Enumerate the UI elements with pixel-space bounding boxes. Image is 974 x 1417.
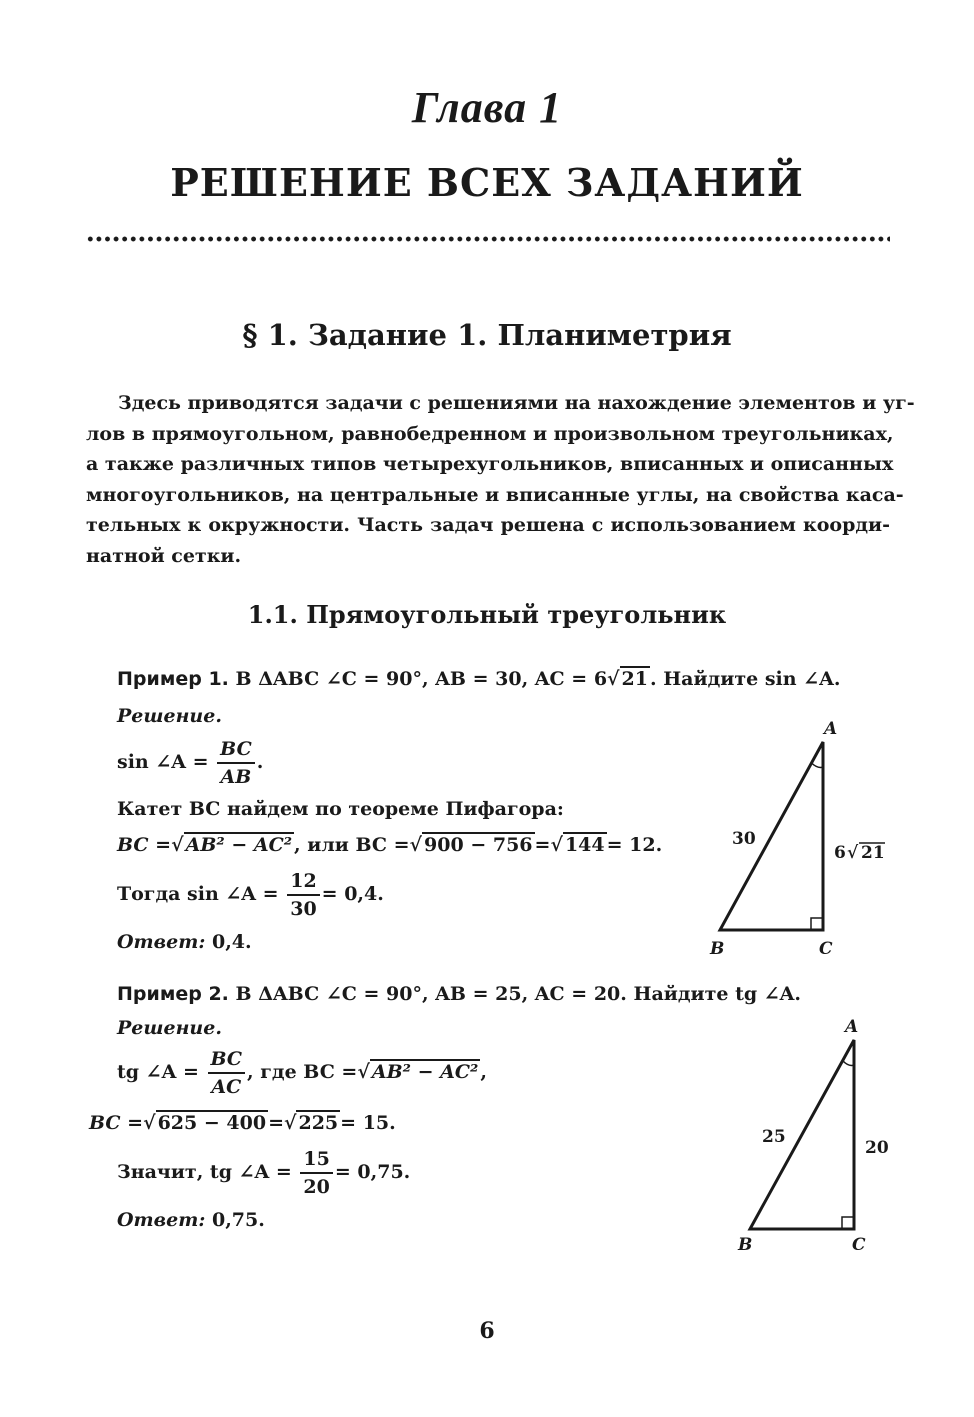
example1-then-formula [117,868,384,922]
chapter-label: Глава 1 [411,83,563,132]
example2-answer [117,1209,265,1231]
then-prefix: Значит, tg ∠A = [117,1161,292,1183]
example1-triangle-figure [700,710,900,965]
bc-left: BC = [89,1112,144,1134]
example2-then-formula [117,1146,410,1200]
fraction-denominator: AB [220,766,252,788]
fraction-numerator: 15 [300,1146,332,1174]
bc-end: = 15. [340,1112,396,1134]
example2-bc-computation: BC =√ 625 − 400 =√ 225 = 15. [89,1112,396,1134]
vertex-b-label: B [710,939,725,959]
sin-end: . [256,751,264,773]
example2-solution-label: Решение. [117,1017,222,1039]
chapter-title: РЕШЕНИЕ ВСЕХ ЗАДАНИЙ [170,160,804,205]
tg-fraction [208,1046,246,1100]
vertex-b-label: B [738,1235,753,1255]
leg-label-prefix: 6 [834,843,846,863]
sqrt-expression: AB² − AC² [371,1061,479,1083]
page-number: 6 [479,1318,495,1344]
intro-line: натной сетки. [86,544,242,567]
angle-arc [812,763,824,768]
tg-end: , [480,1061,487,1083]
bc-end: = 12. [606,834,663,856]
example1-solution-label: Решение. [117,705,222,727]
intro-line: тельных к окружности. Часть задач решена с использованием коорди- [86,514,890,536]
sqrt-expression: 225 [298,1112,339,1134]
example1-label: Пример 1. [117,668,229,690]
then-fraction [287,868,319,922]
example1-condition-prefix: В ΔABC ∠C = 90°, AB = 30, AC = 6 [235,668,608,690]
fraction-denominator: AC [211,1076,242,1098]
section-title: § 1. Задание 1. Планиметрия [242,318,732,352]
example2-condition-text: В ΔABC ∠C = 90°, AB = 25, AC = 20. Найдите tg ∠A. [235,983,802,1005]
bc-left: BC = [117,834,172,856]
fraction-denominator: 30 [290,898,317,920]
example1-pythagoras-text: Катет BC найдем по теореме Пифагора: [117,798,564,820]
answer-label: Ответ: [117,931,206,953]
intro-line: многоугольников, на центральные и вписанные углы, на свойства каса- [86,483,904,506]
example1-sin-formula [117,736,263,790]
then-fraction [300,1146,332,1200]
example2-triangle-figure [730,1010,900,1260]
hypotenuse-label: 25 [762,1127,786,1147]
sqrt-expression: AB² − AC² [185,834,293,856]
example1-answer [117,931,252,953]
example1-condition: Пример 1. В ΔABC ∠C = 90°, AB = 30, AC = 6√ 21 . Найдите sin ∠A. [117,668,841,690]
fraction-denominator: 20 [303,1176,330,1198]
vertex-c-label: C [819,939,833,959]
answer-value: 0,4. [211,931,252,953]
then-prefix: Тогда sin ∠A = [117,883,279,905]
vertex-c-label: C [852,1235,866,1255]
sin-prefix: sin ∠A = [117,751,209,773]
fraction-numerator: BC [217,736,255,764]
answer-label: Ответ: [117,1209,206,1231]
intro-paragraph [86,388,915,571]
sqrt-expression: 625 − 400 [157,1112,267,1134]
vertex-a-label: A [845,1017,859,1037]
answer-value: 0,75. [211,1209,265,1231]
leg-label-sqrt: 21 [861,843,885,863]
bc-eq: = [268,1112,284,1134]
example2-condition [117,983,801,1005]
sqrt-expression: 144 [564,834,605,856]
right-angle-mark [842,1217,854,1229]
tg-prefix: tg ∠A = [117,1061,199,1083]
subsection-title: 1.1. Прямоугольный треугольник [247,600,727,629]
sin-fraction [217,736,255,790]
bc-eq: = [534,834,551,856]
dotted-divider [86,236,890,242]
example1-condition-suffix: . Найдите sin ∠A. [650,668,841,690]
intro-line: Здесь приводятся задачи с решениями на нахождение элементов и уг- [118,392,915,414]
angle-arc [843,1061,854,1066]
sqrt-expression: 900 − 756 [424,834,533,856]
vertex-a-label: A [824,719,838,739]
hypotenuse-label: 30 [732,829,756,849]
then-end: = 0,75. [334,1161,411,1183]
right-angle-mark [811,918,823,930]
example2-label: Пример 2. [117,983,229,1005]
leg-label-radical: √ [847,843,859,863]
fraction-numerator: BC [208,1046,246,1074]
tg-mid: , где BC = [247,1061,358,1083]
leg-label: 20 [865,1138,889,1158]
example1-condition-sqrt: 21 [621,668,648,690]
example1-bc-computation: BC =√ AB² − AC² , или BC =√ 900 − 756 =√ 144 = 12. [117,834,663,856]
intro-line: лов в прямоугольном, равнобедренном и произвольном треугольниках, [86,422,894,445]
then-end: = 0,4. [321,883,384,905]
fraction-numerator: 12 [287,868,319,896]
bc-mid: , или BC = [294,834,410,856]
example2-tg-formula: tg ∠A = $\frac{BC}{AC}$ , где BC =√ AB² − AC² , [117,1048,487,1098]
intro-line: а также различных типов четырехугольников, вписанных и описанных [86,453,894,475]
